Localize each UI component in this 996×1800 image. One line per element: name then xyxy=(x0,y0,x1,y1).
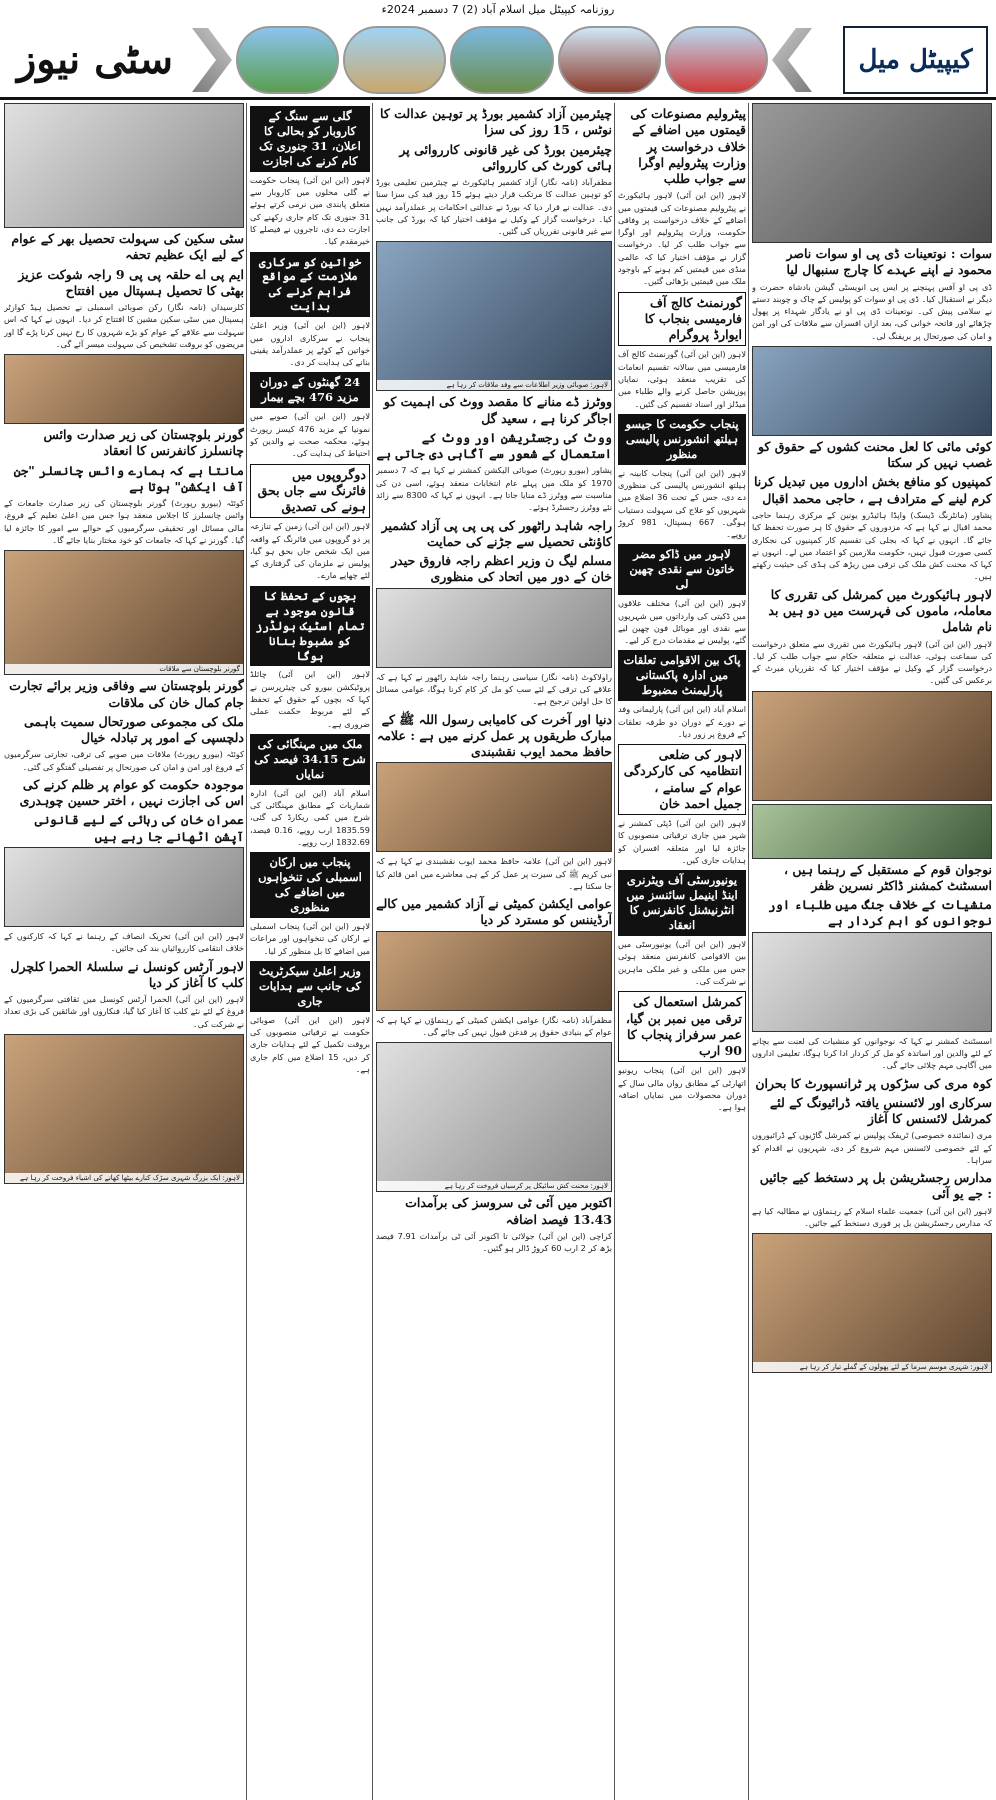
headline: ملک میں مہنگائی کی شرح 34.15 فیصد کی نمایاں xyxy=(250,734,370,785)
headline: مسلم لیگ ن وزیر اعظم راجہ فاروق حیدر خان کے دور میں اتحاد کی منظوری xyxy=(391,553,612,585)
article-body: مظفرآباد (نامہ نگار) آزاد کشمیر ہائیکورٹ نے چیئرمین تعلیمی بورڈ کو توہین عدالت کا مرتکب قرار دیتے ہوئے 15 روز قید کی سزا سنا دی۔ عدالت نے قرار دیا کہ بورڈ نے عدالتی احکامات پر عملدرآمد نہیں کیا۔ درخواست گزار کے وکیل نے مؤقف اختیار کیا کہ بورڈ کی جانب سے غیر قانونی تقرریاں کی گئیں۔ xyxy=(376,177,612,237)
article-body: لاہور (این این آئی) الحمرا آرٹس کونسل میں ثقافتی سرگرمیوں کے فروغ کے لئے نئے کلب کا آغاز کیا گیا، فنکاروں اور شائقین کی بڑی تعداد نے شرکت کی۔ xyxy=(4,994,244,1029)
headline: ووٹرز ڈے منانے کا مقصد ووٹ کی اہمیت کو اجاگر کرنا ہے ، سعید گل xyxy=(383,394,612,426)
header-photo xyxy=(450,26,553,94)
headline: عوامی ایکشن کمیٹی نے آزاد کشمیر میں کالے آرڈیننس کو مسترد کر دیا xyxy=(376,896,612,928)
header-photo xyxy=(343,26,446,94)
article-body: لاہور (این این آئی) صوبائی حکومت نے ترقیاتی منصوبوں کی بروقت تکمیل کے لئے ہدایات جاری کر دیں، 15 اضلاع میں کام جاری ہے۔ xyxy=(250,1014,370,1074)
article-body: لاہور (این این آئی) ڈپٹی کمشنر نے شہر میں جاری ترقیاتی منصوبوں کا جائزہ لیا اور متعلقہ افسران کو ہدایات جاری کیں۔ xyxy=(618,818,746,866)
headline: گلی سے سنگ کے کاروبار کو بحالی کا اعلان، 31 جنوری تک کام کرنے کی اجازت xyxy=(250,106,370,172)
headline: گورنمنٹ کالج آف فارمیسی بنجاب کا ایوارڈ پروگرام xyxy=(618,292,746,347)
news-photo xyxy=(376,762,612,852)
headline: منشیات کے خلاف جنگ میں طلباء اور نوجوانوں کو اہم کردار ہے xyxy=(768,897,992,929)
headline: 24 گھنٹوں کے دوران مزید 476 بچے بیمار xyxy=(250,372,370,408)
news-photo xyxy=(4,354,244,424)
dateline: روزنامہ کیپیٹل میل اسلام آباد (2) 7 دسمبر 2024ء xyxy=(381,3,615,16)
article-body: ڈی پی او آفس پہنچنے پر ایس پی انویسٹی گیشن بادشاہ حضرت و دیگر نے استقبال کیا۔ ڈی پی او سوات کو پولیس کے چاک و چوبند دستے نے سلامی پیش کی۔ نوتعینات ڈی پی او نے یادگار شہداء پر پھول چڑھائے اور فاتحہ خوانی کی، بعد ازاں افسران سے ملاقات کی اور امن و امان کی صورتحال پر بریفنگ لی۔ xyxy=(752,281,992,341)
article-body: لاہور (این این آئی) پنجاب حکومت نے گلی محلوں میں کاروبار سے متعلق پابندی میں نرمی کرتے ہوئے 31 جنوری تک کام جاری رکھنے کی اجازت دے دی، تاجروں نے فیصلے کا خیرمقدم کیا۔ xyxy=(250,174,370,247)
column-1 xyxy=(752,103,992,1800)
article-body: مظفرآباد (نامہ نگار) عوامی ایکشن کمیٹی کے رہنماؤں نے کہا ہے کہ عوام کے بنیادی حقوق پر قدغن قبول نہیں کی جائے گی۔ xyxy=(376,1014,612,1037)
headline: وزیر اعلیٰ سیکرٹریٹ کی جانب سے ہدایات جاری xyxy=(250,961,370,1012)
news-photo xyxy=(752,804,992,859)
chevron-icon xyxy=(192,28,232,92)
header-photo xyxy=(665,26,768,94)
headline: پنجاب حکومت کا جیسو ہیلتھ انشورنس پالیسی منظور xyxy=(618,414,746,465)
headline: مدارس رجسٹریشن بل پر دستخط کیے جائیں : جے یو آئی xyxy=(759,1170,992,1202)
headline: نوجوان قوم کے مستقبل کے رہنما ہیں ، اسسٹنٹ کمشنر ڈاکٹر نسرین ظفر xyxy=(784,861,992,893)
article-body: راولاکوٹ (نامہ نگار) سیاسی رہنما راجہ شاہد راٹھور نے کہا ہے کہ علاقے کی ترقی کے لئے سب کو مل کر کام کرنا ہوگا، عوامی مسائل کا حل اولین ترجیح ہے۔ xyxy=(376,671,612,707)
headline: خواتین کو سرکاری ملازمت کے مواقع فراہم کرنے کی ہدایت xyxy=(250,252,370,318)
headline: پنجاب میں ارکان اسمبلی کی تنخواہوں میں اضافے کی منظوری xyxy=(250,852,370,918)
headline: لاہور کی ضلعی انتظامیہ کی کارکردگی عوام کے سامنے ، جمیل احمد خان xyxy=(618,744,746,815)
logo-text: کیپیٹل میل xyxy=(858,45,973,75)
headline: یونیورسٹی آف ویٹرنری اینڈ اینیمل سائنسز میں انٹرنیشنل کانفرنس کا انعقاد xyxy=(618,870,746,936)
headline: اکتوبر میں آئی ٹی سروسز کی برآمدات 13.43 فیصد اضافہ xyxy=(405,1195,612,1227)
headline: گورنر بلوچستان سے وفاقی وزیر برائے تجارت جام کمال خان کی ملاقات xyxy=(9,678,244,710)
article-body: کلرسیداں (نامہ نگار) رکن صوبائی اسمبلی نے تحصیل ہیڈ کوارٹر ہسپتال میں سٹی سکین مشین کا افتتاح کر دیا۔ انہوں نے کہا کہ اس سہولت سے علاقے کے عوام کو بڑے شہروں کا رخ نہیں کرنا پڑے گا اور مریضوں کو بروقت تشخیص کی سہولت میسر آئے گی۔ xyxy=(4,302,244,349)
headline: دنیا اور آخرت کی کامیابی رسول اللہ ﷺ کے مبارک طریقوں پر عمل کرنے میں ہے : علامہ حافظ محمد ایوب نقشبندی xyxy=(377,711,612,760)
newspaper-logo xyxy=(843,26,988,94)
headline: عمران خان کی رہائی کے لیے قانونی آپشن اٹھانے جا رہے ہیں xyxy=(34,812,244,844)
photo-caption: لاہور: محنت کش سائیکل پر کرسیاں فروخت کر رہا ہے xyxy=(377,1181,611,1191)
article-body: لاہور (این این آئی) جمعیت علماء اسلام کے رہنماؤں نے مطالبہ کیا ہے کہ مدارس رجسٹریشن بل پر فوری دستخط کیے جائیں۔ xyxy=(752,1205,992,1229)
column-4 xyxy=(250,103,370,1800)
headline: سرکاری اور لائسنس یافتہ ڈرائیونگ کے لئے کمرشل لائسنس کا آغاز xyxy=(769,1094,992,1127)
article-body: لاہور (این این آئی) علامہ حافظ محمد ایوب نقشبندی نے کہا ہے کہ نبی کریم ﷺ کی سیرت پر عمل کر کے ہی معاشرے میں امن قائم کیا جا سکتا ہے۔ xyxy=(376,856,612,891)
news-photo xyxy=(752,1233,992,1373)
photo-caption: لاہور: ایک بزرگ شہری سڑک کنارے بیٹھا کھانے کی اشیاء فروخت کر رہا ہے xyxy=(5,1173,243,1183)
article-body: کراچی (این این آئی) جولائی تا اکتوبر آئی ٹی برآمدات 7.91 فیصد بڑھ کر 2 ارب 60 کروڑ ڈالر ہو گئیں۔ xyxy=(376,1230,612,1254)
news-photo xyxy=(752,932,992,1032)
headline: ووٹ کی رجسٹریشن اور ووٹ کے استعمال کے شعور سے آگاہی دی جاتی ہے xyxy=(376,429,612,462)
headline: گورنر بلوچستان کی زیر صدارت وائس چانسلرز کانفرنس کا انعقاد xyxy=(43,427,244,459)
article-body: مری (نمائندہ خصوصی) ٹریفک پولیس نے کمرشل گاڑیوں کے ڈرائیوروں کے لئے خصوصی لائسنس مہم شروع کر دی، شہریوں نے اقدام کو سراہا۔ xyxy=(752,1130,992,1165)
header-photo xyxy=(236,26,339,94)
headline: کوہ مری کی سڑکوں پر ٹرانسپورٹ کا بحران xyxy=(755,1075,992,1091)
news-photo xyxy=(376,1042,612,1192)
article-body: لاہور (این این آئی) تحریک انصاف کے رہنما نے کہا کہ کارکنوں کے خلاف انتقامی کارروائیاں بند کی جائیں۔ xyxy=(4,930,244,954)
article-body: لاہور (این این آئی) وزیر اعلیٰ پنجاب نے سرکاری اداروں میں خواتین کے کوٹے پر عملدرآمد یقینی بنانے کی ہدایت کر دی۔ xyxy=(250,320,370,368)
article-body: لاہور (این این آئی) پنجاب اسمبلی نے ارکان کی تنخواہوں اور مراعات میں اضافے کا بل منظور کر لیا۔ xyxy=(250,920,370,956)
headline: کوئی مائی کا لعل محنت کشوں کے حقوق کو غصب نہیں کر سکتا xyxy=(757,438,992,471)
headline: کمرشل استعمال کی ترقی میں نمبر بن گیا، عمر سرفراز پنجاب کا 90 ارب xyxy=(618,991,746,1062)
article-body: کوئٹہ (بیورو رپورٹ) گورنر بلوچستان کی زیر صدارت جامعات کے وائس چانسلرز کا اجلاس منعقد ہوا جس میں اعلیٰ تعلیم کے فروغ، مالی مسائل اور تحقیقی سرگرمیوں کے حوالے سے امور کا جائزہ لیا گیا۔ گورنر نے کہا کہ جامعات کو خود مختار بنایا جائے گا۔ xyxy=(4,498,244,546)
headline: لاہور ہائیکورٹ میں کمرشل کی تقرری کا معاملہ، ماموں کی فہرست میں دو ہیں بد نام شامل xyxy=(768,586,992,635)
section-title: سٹی نیوز xyxy=(16,36,174,83)
headline: چیئرمین بورڈ کی غیر قانونی کارروائی پر ہائی کورٹ کی کارروائی xyxy=(399,141,612,173)
news-photo xyxy=(376,931,612,1011)
article-body: اسسٹنٹ کمشنر نے کہا کہ نوجوانوں کو منشیات کی لعنت سے بچانے کے لئے والدین اور اساتذہ کو مل کر کردار ادا کرنا ہوگا، تعلیمی اداروں میں آگاہی مہم چلائی جائے گی۔ xyxy=(752,1035,992,1071)
photo-caption: گورنر بلوچستان سے ملاقات xyxy=(5,664,243,674)
headline: لاہور میں ڈاکو مضر خاتون سے نقدی چھین لی xyxy=(618,544,746,595)
article-body: پشاور (مانٹرنگ ڈیسک) واپڈا ہائیڈرو یونین کے مرکزی رہنما حاجی محمد اقبال نے کہا ہے کہ مزدوروں کے حقوق کا ہر صورت تحفظ کیا جائے گا۔ انہوں نے کہا کہ بجلی کی تقسیم کار کمپنیوں کی نجکاری کسی صورت قبول نہیں، حکومت ملازمین کو اعتماد میں لے۔ انہوں نے کہا کہ محنت کش ملک کی ترقی میں ریڑھ کی ہڈی کی حیثیت رکھتے ہیں۔ xyxy=(752,509,992,582)
photo-caption: لاہور: شہری موسم سرما کے لئے پھولوں کے گملے تیار کر رہا ہے xyxy=(753,1362,991,1372)
article-body: لاہور (این این آئی) پنجاب کابینہ نے ہیلتھ انشورنس پالیسی کی منظوری دے دی، جس کے تحت 36 اضلاع میں شہریوں کو علاج کی سہولت دستیاب ہوگی۔ 667 ہسپتال، 981 کروڑ روپے۔ xyxy=(618,467,746,540)
headline: راجہ شاہد راٹھور کی پی پی پی آزاد کشمیر کاؤنٹی تحصیل سے جڑنے کی حمایت xyxy=(381,517,612,549)
chevron-icon xyxy=(772,28,812,92)
headline: ایم پی اے حلقہ پی پی 9 راجہ شوکت عزیز بھٹی کا تحصیل ہسپتال میں افتتاح xyxy=(18,266,244,298)
news-photo xyxy=(4,103,244,228)
column-5 xyxy=(4,103,244,1800)
headline: موجودہ حکومت کو عوام پر ظلم کرنے کی اس کی اجازت نہیں ، اختر حسین چوہدری xyxy=(19,776,244,809)
article-body: لاہور (این این آئی) چائلڈ پروٹیکشن بیورو کی چیئرپرسن نے کہا کہ بچوں کے حقوق کے تحفظ کے لئے مربوط حکمت عملی ضروری ہے۔ xyxy=(250,669,370,729)
news-photo xyxy=(4,550,244,675)
header-photo-strip xyxy=(192,24,812,96)
article-body: لاہور (این این آئی) لاہور ہائیکورٹ میں تقرری سے متعلق درخواست کی سماعت ہوئی، عدالت نے متعلقہ حکام سے جواب طلب کر لیا۔ درخواست گزار کے وکیل نے مؤقف اختیار کیا کہ تقرریاں میرٹ کے برعکس کی گئیں۔ xyxy=(752,638,992,686)
article-body: لاہور (این این آئی) زمین کے تنازعہ پر دو گروپوں میں فائرنگ کے واقعہ میں ایک شخص جاں بحق ہو گیا، پولیس نے ملزمان کی گرفتاری کے لئے چھاپے مارے۔ xyxy=(250,521,370,581)
article-body: کوئٹہ (بیورو رپورٹ) ملاقات میں صوبے کی ترقی، تجارتی سرگرمیوں کے فروغ اور امن و امان کی صورتحال پر تفصیلی گفتگو کی گئی۔ xyxy=(4,749,244,772)
masthead xyxy=(0,20,996,100)
headline: مانتا ہے کہ ہمارے وائس چانسلر "جن آف ایکشن" ہوتا ہے xyxy=(13,462,244,494)
headline: پاک بین الاقوامی تعلقات میں ادارہ پاکستانی پارلیمنٹ مضبوط xyxy=(618,650,746,701)
article-body: لاہور (این این آئی) گورنمنٹ کالج آف فارمیسی میں سالانہ تقسیم انعامات کی تقریب منعقد ہوئی، نمایاں پوزیشن حاصل کرنے والے طلباء میں میڈلز اور اسناد تقسیم کی گئیں۔ xyxy=(618,349,746,409)
news-photo xyxy=(4,847,244,927)
news-photo xyxy=(376,241,612,391)
column-3 xyxy=(376,103,612,1800)
article-body: لاہور (این این آئی) یونیورسٹی میں بین الاقوامی کانفرنس منعقد ہوئی جس میں ملکی و غیر ملکی ماہرین نے شرکت کی۔ xyxy=(618,939,746,986)
news-photo xyxy=(752,103,992,243)
headline: ملک کی مجموعی صورتحال سمیت باہمی دلچسپی کے امور پر تبادلہ خیال xyxy=(23,713,244,746)
article-body: لاہور (این این آئی) صوبے میں نمونیا کے مزید 476 کیسز رپورٹ ہوئے، محکمہ صحت نے والدین کو احتیاط کی ہدایت کی۔ xyxy=(250,411,370,459)
news-photo xyxy=(4,1034,244,1184)
photo-caption: لاہور: صوبائی وزیر اطلاعات سے وفد ملاقات کر رہا ہے xyxy=(377,380,611,390)
article-body: اسلام آباد (این این آئی) ادارہ شماریات کے مطابق مہنگائی کی شرح میں کمی ریکارڈ کی گئی، 1835.59 ارب روپے، 0.16 فیصد، 1832.69 ارب روپے۔ xyxy=(250,787,370,847)
news-photo xyxy=(752,691,992,801)
article-body: لاہور (این این آئی) مختلف علاقوں میں ڈکیتی کی وارداتوں میں شہریوں سے نقدی اور موبائل فون چھین لیے گئے، پولیس نے مقدمات درج کر لیے۔ xyxy=(618,598,746,646)
headline: لاہور آرٹس کونسل نے سلسلۂ الحمرا کلچرل کلب کا آغاز کر دیا xyxy=(10,958,244,990)
column-2 xyxy=(618,103,746,1800)
article-body: لاہور (این این آئی) لاہور ہائیکورٹ نے پیٹرولیم مصنوعات کی قیمتوں میں اضافے کے خلاف درخواست پر وفاقی حکومت، وزارت پیٹرولیم اور اوگرا سے جواب طلب کر لیا۔ درخواست گزار نے مؤقف اختیار کیا کہ عالمی منڈی میں قیمتیں کم ہونے کے باوجود ملک میں قیمتیں بڑھائی گئیں۔ xyxy=(618,190,746,287)
article-body: اسلام آباد (این این آئی) پارلیمانی وفد نے دورے کے دوران دو طرفہ تعلقات کے فروغ پر زور دیا۔ xyxy=(618,704,746,739)
news-photo xyxy=(376,588,612,668)
headline: بچوں کے تحفظ کا قانون موجود ہے تمام اسٹیک ہولڈرز کو مضبوط بنانا ہوگا xyxy=(250,586,370,667)
headline: سوات : نوتعینات ڈی پی او سوات ناصر محمود نے اپنے عہدے کا چارج سنبھال لیا xyxy=(786,246,992,278)
headline: چیئرمین آزاد کشمیر بورڈ پر توہین عدالت کا نوٹس ، 15 روز کی سزا xyxy=(380,106,612,138)
headline: دوگروپوں میں فائرنگ سے جاں بحق ہونے کی تصدیق xyxy=(250,464,370,519)
headline: سٹی سکین کی سہولت تحصیل بھر کے عوام کے لیے ایک عظیم تحفہ xyxy=(11,231,244,263)
headline: پیٹرولیم مصنوعات کی قیمتوں میں اضافے کے خلاف درخواست پر وزارت پیٹرولیم اوگرا سے جواب طلب xyxy=(630,106,746,186)
header-photo xyxy=(558,26,661,94)
headline: کمپنیوں کو منافع بخش اداروں میں تبدیل کرنا کرم لینے کے مترادف ہے ، حاجی محمد اقبال xyxy=(753,474,992,506)
article-body: پشاور (بیورو رپورٹ) صوبائی الیکشن کمشنر نے کہا ہے کہ 7 دسمبر 1970 کو ملک میں پہلے عام انتخابات منعقد ہوئے، اسی دن کی مناسبت سے ووٹرز ڈے منایا جاتا ہے۔ انہوں نے کہا کہ 8300 سے زائد نئے ووٹرز رجسٹرڈ ہوئے۔ xyxy=(376,465,612,513)
news-photo xyxy=(752,346,992,436)
article-body: لاہور (این این آئی) پنجاب ریونیو اتھارٹی کے مطابق رواں مالی سال کے دوران محصولات میں نمایاں اضافہ ہوا ہے۔ xyxy=(618,1065,746,1113)
